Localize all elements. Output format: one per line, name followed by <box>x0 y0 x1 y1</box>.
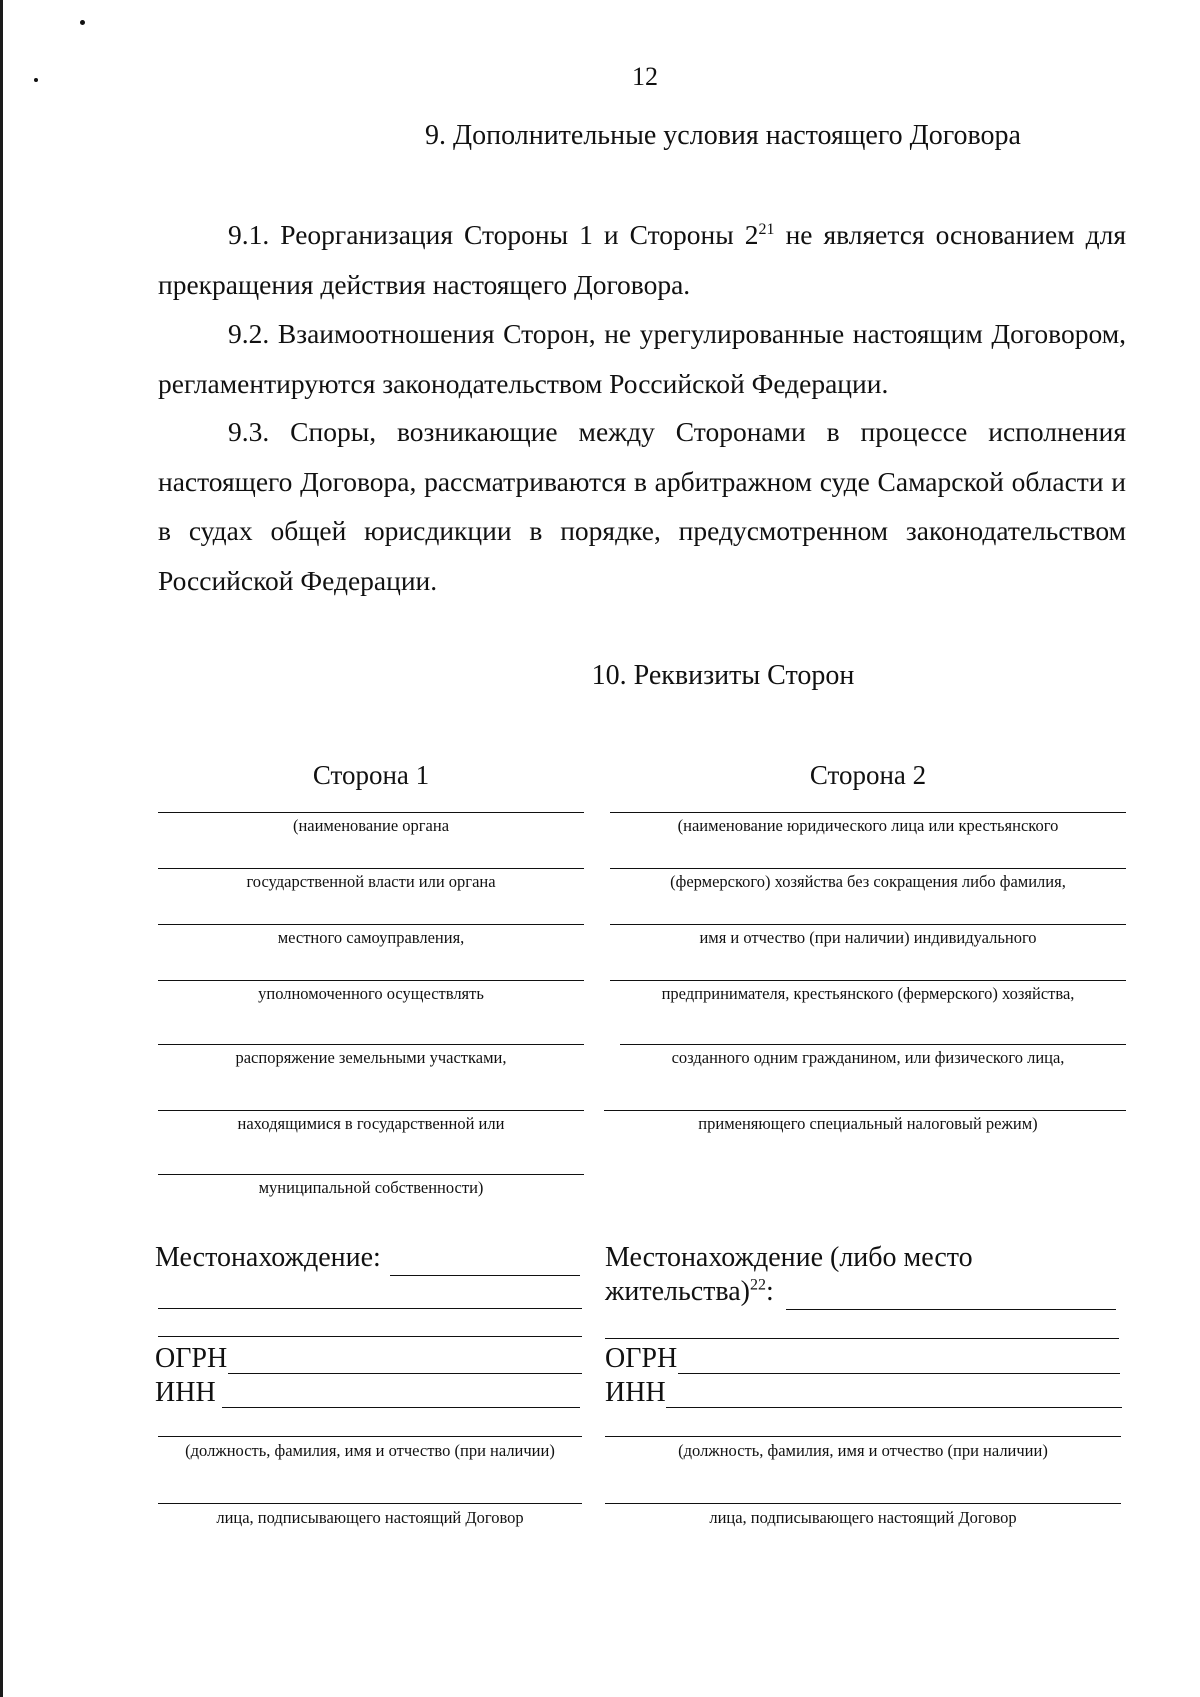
page-edge <box>0 0 3 1697</box>
party2-inn-field[interactable] <box>666 1407 1122 1408</box>
party2-location-field[interactable] <box>786 1309 1116 1310</box>
party1-location-field[interactable] <box>158 1308 582 1309</box>
party1-signatory-caption: (должность, фамилия, имя и отчество (при наличии) <box>185 1441 555 1460</box>
party1-name-line <box>158 1044 584 1045</box>
party2-name-line <box>610 868 1126 869</box>
scan-speck <box>80 20 85 25</box>
party1-location-field[interactable] <box>158 1336 582 1337</box>
party2-ogrn-label: ОГРН <box>605 1343 678 1374</box>
party1-caption: распоряжение земельными участками, <box>235 1048 507 1067</box>
party2-location-label: Местонахождение (либо место <box>605 1242 973 1273</box>
party1-name-line <box>158 980 584 981</box>
party2-signatory-caption: лица, подписывающего настоящий Договор <box>709 1508 1017 1527</box>
party1-name-line <box>158 868 584 869</box>
party2-location-field[interactable] <box>605 1338 1119 1339</box>
party1-inn-label: ИНН <box>155 1377 216 1408</box>
party1-title: Сторона 1 <box>312 760 430 790</box>
party2-name-line <box>610 924 1126 925</box>
party2-name-line <box>610 812 1126 813</box>
party1-signatory-caption: лица, подписывающего настоящий Договор <box>216 1508 524 1527</box>
party2-name-line <box>610 980 1126 981</box>
party1-inn-field[interactable] <box>222 1407 580 1408</box>
party1-location-field[interactable] <box>390 1275 580 1276</box>
party2-caption: применяющего специальный налоговый режим) <box>698 1114 1038 1133</box>
party2-location-label-2: жительства)$^{22}$: <box>605 1276 774 1307</box>
clause-9-3: 9.3. Споры, возникающие между Сторонами в процессе исполнения настоящего Договора, рассматриваются в арбитражном суде Самарской области и в судах общей юрисдикции в порядке, предусмотренном законодательством Российской Федерации. <box>158 416 1126 596</box>
party1-ogrn-label: ОГРН <box>155 1343 228 1374</box>
party2-ogrn-field[interactable] <box>678 1373 1120 1374</box>
party1-signatory-line <box>158 1503 582 1504</box>
party2-title: Сторона 2 <box>809 760 927 790</box>
party1-caption: (наименование органа <box>292 816 450 835</box>
party1-name-line <box>158 1110 584 1111</box>
party2-caption: (фермерского) хозяйства без сокращения либо фамилия, <box>670 872 1066 891</box>
party1-caption: государственной власти или органа <box>246 872 496 891</box>
party2-inn-label: ИНН <box>605 1377 666 1408</box>
section-10-title: 10. Реквизиты Сторон <box>591 660 855 691</box>
party2-name-line <box>620 1044 1126 1045</box>
party1-location-label: Местонахождение: <box>155 1242 381 1273</box>
party1-signatory-line <box>158 1436 582 1437</box>
party2-signatory-line <box>605 1503 1121 1504</box>
party1-caption: уполномоченного осуществлять <box>258 984 484 1003</box>
party2-signatory-line <box>605 1436 1121 1437</box>
party2-caption: (наименование юридического лица или крестьянского <box>677 816 1059 835</box>
page-number: 12 <box>632 62 658 91</box>
party1-caption: муниципальной собственности) <box>258 1178 484 1197</box>
party1-caption: местного самоуправления, <box>277 928 465 947</box>
footnote-21: 21 <box>758 220 775 238</box>
party1-ogrn-field[interactable] <box>228 1373 582 1374</box>
party1-name-line <box>158 1174 584 1175</box>
clause-9-2: 9.2. Взаимоотношения Сторон, не урегулированные настоящим Договором, регламентируются законодательством Российской Федерации. <box>158 318 1126 399</box>
footnote-22: 22 <box>750 1276 767 1294</box>
party2-caption: имя и отчество (при наличии) индивидуального <box>699 928 1037 947</box>
party1-name-line <box>158 812 584 813</box>
party1-name-line <box>158 924 584 925</box>
party1-caption: находящимися в государственной или <box>237 1114 505 1133</box>
clause-9-1: 9.1. Реорганизация Стороны 1 и Стороны $2^{21}$ не является основанием для прекращения действия настоящего Договора. <box>158 219 1126 300</box>
party2-signatory-caption: (должность, фамилия, имя и отчество (при наличии) <box>678 1441 1048 1460</box>
section-9-title: 9. Дополнительные условия настоящего Договора <box>425 120 1021 151</box>
party2-caption: предпринимателя, крестьянского (фермерского) хозяйства, <box>661 984 1075 1003</box>
party2-caption: созданного одним гражданином, или физического лица, <box>671 1048 1065 1067</box>
party2-name-line <box>604 1110 1126 1111</box>
